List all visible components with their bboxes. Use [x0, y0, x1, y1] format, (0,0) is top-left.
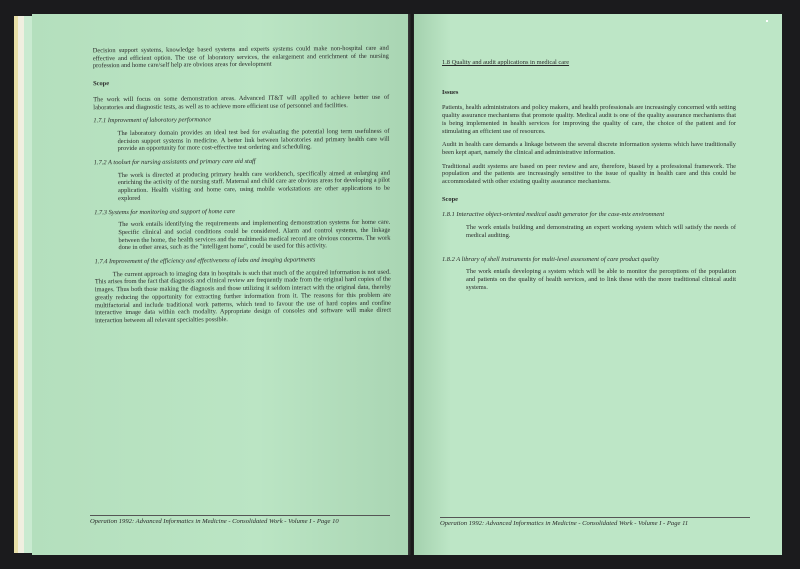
intro-paragraph: Decision support systems, knowledge based systems and experts systems could make non-hospital care and effective and efficient option. The use of laboratory services, the enlargement and enrichment of the nursing profession and home care/self help are obvious areas for development [92, 44, 389, 70]
section-heading: 1.8 Quality and audit applications in medical care [442, 59, 570, 66]
right-page [414, 14, 782, 555]
issues-paragraph: Patients, health administrators and policy makers, and health professionals are increasingly concerned with setting quality assurance mechanisms that promote quality. Medical audit is one of the quality assurance mechanisms that is being implemented in health services for improving the quality of care, the choice of the patient and for stimulating an efficient use of resources. [442, 104, 736, 135]
scope-paragraph: The work will focus on some demonstration areas. Advanced IT&T will applied to achieve better use of laboratories and diagnostic tests, as well as to achieve more efficient use of personnel and facilities. [93, 93, 390, 111]
left-page [32, 14, 410, 555]
page-footer: Operation 1992: Advanced Informatics in Medicine - Consolidated Work - Volume I - Page 11 [440, 517, 750, 527]
section-paragraph: The work is directed at producing primary health care workbench, specifically aimed at enlarging and enriching the activity of the nursing staff. Maternal and child care are obvious areas for developing a pilot application. Health visiting and home care, using mobile workstations are other applications to be explored [117, 169, 391, 202]
section-title: 1.8.1 Interactive object-oriented medical audit generator for the case-mix environment [442, 211, 665, 219]
issues-paragraph: Traditional audit systems are based on peer review and are, therefore, biased by a professional framework. The population and the patients are increasingly sensitive to the issue of quality in health care and this could be accommodated with other existing quality assurance mechanisms. [442, 162, 736, 186]
section-title: 1.7.3 Systems for monitoring and support of home care [94, 207, 235, 216]
left-page-content [93, 45, 391, 331]
section-paragraph: The work entails building and demonstrating an expert working system which will satisfy the needs of medical auditing. [466, 224, 736, 239]
book-spread [14, 14, 780, 555]
section-paragraph: The work entails developing a system which will be able to monitor the perceptions of the population and patients on the quality of health services, and to link these with the more traditional clinical audit systems. [466, 268, 736, 291]
page-footer: Operation 1992: Advanced Informatics in Medicine - Consolidated Work - Volume I - Page 10 [90, 515, 390, 525]
issues-heading: Issues [442, 88, 459, 96]
issues-paragraph: Audit in health care demands a linkage between the several discrete information systems which have traditionally been kept apart, namely the clinical and administrative information. [442, 141, 736, 156]
scope-heading: Scope [442, 195, 458, 203]
page-edge [24, 16, 32, 553]
section-paragraph: The current approach to imaging data in hospitals is such that much of the acquired information is not used. This arises from the fact that diagnosis and clinical review are frequently made from the original hard copies of the images. Thus both those making the diagnosis and those utilizing it seldom interact with the original data, thereby greatly reducing the opportunity for extracting further information from it. The reasons for this problem are multifactorial and include traditional work patterns, which tend to favour the use of hard copies and confine interactive image data within each modality. Appropriate design of consoles and software will make direct interaction between all relevant specialties possible. [94, 268, 392, 325]
corner-mark [766, 20, 768, 22]
section-title: 1.7.4 Improvement of the efficiency and effectiveness of labs and imaging departments [94, 256, 316, 266]
section-paragraph: The laboratory domain provides an ideal test bed for evaluating the potential long term usefulness of decision support systems in medicine. A better link between laboratories and primary health care will provide an opportunity for more cost-effective test ordering and scheduling. [117, 127, 390, 153]
section-title: 1.7.2 A toolset for nursing assistants and primary care aid staff [93, 157, 256, 167]
section-title: 1.7.1 Improvement of laboratory performance [93, 116, 212, 125]
right-page-content [442, 59, 736, 297]
scope-heading: Scope [93, 80, 110, 88]
section-paragraph: The work entails identifying the requirements and implementing demonstration systems for home care. Specific clinical and social conditions could be considered. Alarm and control systems, the linkage between the home, the health services and the multimedia medical record are obvious concerns. The work done in other areas, such as the "intelligent home", could be used for this activity. [118, 218, 391, 252]
section-title: 1.8.2 A library of shell instruments for multi-level assessment of care product quality [442, 255, 659, 263]
